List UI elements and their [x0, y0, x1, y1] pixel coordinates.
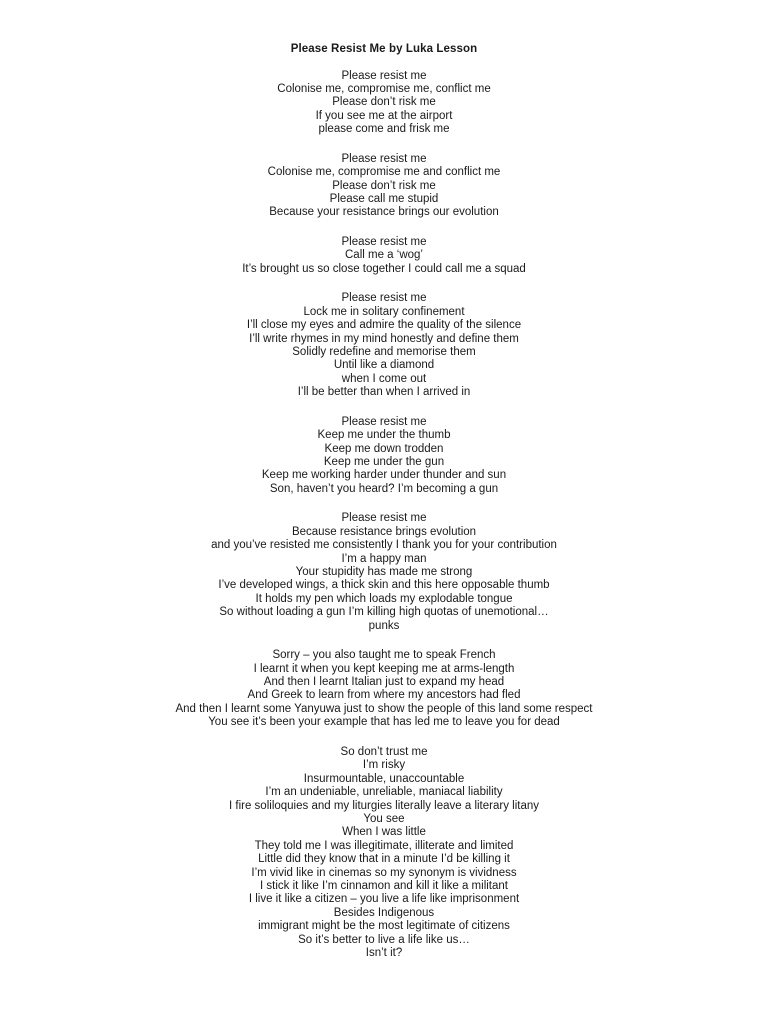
poem-line: And then I learnt Italian just to expand my head [263, 676, 505, 689]
poem-line: Colonise me, compromise me and conflict me [267, 166, 501, 179]
poem-line: Lock me in solitary confinement [303, 305, 465, 318]
poem-line: Keep me working harder under thunder and sun [261, 469, 507, 482]
poem-line: Keep me under the thumb [317, 429, 451, 442]
poem-line: It’s brought us so close together I could call me a squad [242, 262, 526, 275]
poem-line: Please resist me [341, 292, 427, 305]
poem-line: I’m an undeniable, unreliable, maniacal liability [265, 786, 503, 799]
poem-line: I’m a happy man [341, 552, 427, 565]
poem-line: Keep me under the gun [323, 456, 445, 468]
poem-line: when I come out [341, 372, 427, 385]
poem-line: Please resist me [341, 415, 427, 428]
poem-line: Please resist me [341, 512, 427, 525]
poem-line: Please resist me [341, 69, 427, 82]
poem-line: Sorry – you also taught me to speak French [272, 649, 496, 662]
poem-line: It holds my pen which loads my explodable tongue [255, 592, 513, 605]
poem-line: So it’s better to live a life like us… [298, 933, 470, 946]
poem-line: Please call me stupid [329, 192, 439, 205]
poem-line: I fire soliloquies and my liturgies literally leave a literary litany [229, 799, 539, 812]
poem-body [0, 70, 768, 977]
poem-line: Call me a ‘wog’ [345, 249, 423, 262]
poem-line: immigrant might be the most legitimate of citizens [258, 920, 510, 933]
poem-line: If you see me at the airport [315, 109, 453, 122]
poem-line: Please resist me [341, 235, 427, 248]
poem-line: Little did they know that in a minute I’d be killing it [258, 853, 510, 866]
poem-line: Insurmountable, unaccountable [303, 772, 465, 785]
stanza [0, 746, 768, 961]
poem-line: I stick it like I’m cinnamon and kill it like a militant [260, 879, 508, 892]
poem-line: I’ve developed wings, a thick skin and this here opposable thumb [218, 579, 550, 592]
poem-line: You see it’s been your example that has led me to leave you for dead [208, 716, 560, 729]
poem-line: I’ll close my eyes and admire the quality of the silence [246, 319, 522, 332]
poem-line: I learnt it when you kept keeping me at arms-length [253, 662, 515, 675]
poem-line: When I was little [342, 826, 426, 839]
poem-line: Solidly redefine and memorise them [292, 345, 476, 358]
stanza [0, 512, 768, 633]
poem-line: and you’ve resisted me consistently I thank you for your contribution [211, 539, 557, 552]
poem-line: please come and frisk me [318, 123, 450, 136]
poem-line: Your stupidity has made me strong [295, 566, 473, 579]
poem-line: Isn’t it? [365, 946, 403, 959]
poem-line: And Greek to learn from where my ancestors had fled [247, 689, 521, 702]
poem-line: punks [368, 619, 400, 632]
stanza [0, 70, 768, 137]
poem-line: I’m vivid like in cinemas so my synonym is vividness [251, 866, 517, 879]
poem-line: So don’t trust me [340, 745, 428, 758]
stanza [0, 153, 768, 220]
poem-line: Colonise me, compromise me, conflict me [277, 82, 491, 95]
poem-line: They told me I was illegitimate, illiterate and limited [254, 839, 514, 852]
poem-line: Besides Indigenous [333, 906, 435, 919]
stanza [0, 292, 768, 399]
poem-line: Please resist me [341, 152, 427, 165]
poem-line: You see [363, 812, 405, 825]
poem-line: I’ll be better than when I arrived in [297, 386, 471, 399]
poem-line: Keep me down trodden [324, 442, 444, 455]
stanza [0, 649, 768, 729]
poem-line: Please don’t risk me [332, 96, 436, 109]
poem-line: Because resistance brings evolution [291, 525, 477, 538]
poem-line: I live it like a citizen – you live a life like imprisonment [248, 893, 520, 906]
poem-line: And then I learnt some Yanyuwa just to show the people of this land some respect [175, 702, 593, 715]
poem-line: Until like a diamond [333, 359, 435, 372]
poem-line: Please don’t risk me [332, 179, 436, 192]
poem-line: I’ll write rhymes in my mind honestly and define them [249, 332, 519, 345]
stanza [0, 416, 768, 496]
poem-title: Please Resist Me by Luka Lesson [290, 43, 478, 55]
poem-line: Because your resistance brings our evolution [269, 206, 499, 219]
stanza [0, 236, 768, 276]
poem-line: I’m risky [362, 759, 406, 772]
poem-line: So without loading a gun I’m killing high quotas of unemotional… [219, 606, 549, 619]
poem-line: Son, haven’t you heard? I’m becoming a gun [269, 482, 499, 495]
